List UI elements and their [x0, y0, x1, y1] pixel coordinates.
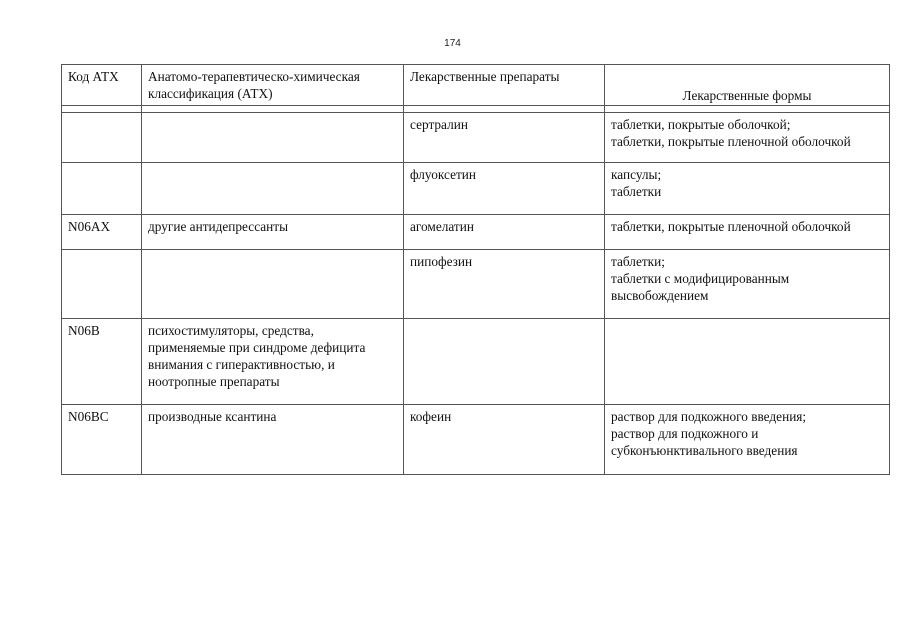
- cell-classification: [142, 113, 404, 163]
- cell-code: [62, 163, 142, 215]
- spacer-row: [62, 106, 890, 113]
- cell-code: N06BC: [62, 405, 142, 475]
- cell-classification: производные ксантина: [142, 405, 404, 475]
- cell-drug: сертралин: [404, 113, 605, 163]
- header-forms: Лекарственные формы: [605, 65, 890, 106]
- cell-drug: [404, 319, 605, 405]
- cell-classification: другие антидепрессанты: [142, 215, 404, 250]
- cell-classification: психостимуляторы, средства, применяемые при синдроме дефицита внимания с гиперактивностью, и ноотропные препараты: [142, 319, 404, 405]
- cell-code: [62, 113, 142, 163]
- cell-forms: раствор для подкожного введения; раствор для подкожного и субконъюнктивального введения: [605, 405, 890, 475]
- cell-forms: капсулы; таблетки: [605, 163, 890, 215]
- header-code: Код АТХ: [62, 65, 142, 106]
- header-classification: Анатомо-терапевтическо-химическая классификация (АТХ): [142, 65, 404, 106]
- cell-classification: [142, 250, 404, 319]
- atx-table: [61, 64, 890, 475]
- table-row: [62, 250, 890, 319]
- table-header-row: [62, 65, 890, 106]
- page-number: 174: [444, 38, 461, 49]
- cell-code: N06B: [62, 319, 142, 405]
- cell-code: N06AX: [62, 215, 142, 250]
- cell-classification: [142, 163, 404, 215]
- cell-forms: таблетки; таблетки с модифицированным высвобождением: [605, 250, 890, 319]
- cell-forms: таблетки, покрытые оболочкой; таблетки, покрытые пленочной оболочкой: [605, 113, 890, 163]
- cell-forms: таблетки, покрытые пленочной оболочкой: [605, 215, 890, 250]
- table-row: [62, 215, 890, 250]
- cell-forms: [605, 319, 890, 405]
- table-row: [62, 163, 890, 215]
- cell-code: [62, 250, 142, 319]
- table-row: [62, 405, 890, 475]
- header-drugs: Лекарственные препараты: [404, 65, 605, 106]
- cell-drug: агомелатин: [404, 215, 605, 250]
- cell-drug: флуоксетин: [404, 163, 605, 215]
- cell-drug: пипофезин: [404, 250, 605, 319]
- cell-drug: кофеин: [404, 405, 605, 475]
- table-row: [62, 113, 890, 163]
- table-row: [62, 319, 890, 405]
